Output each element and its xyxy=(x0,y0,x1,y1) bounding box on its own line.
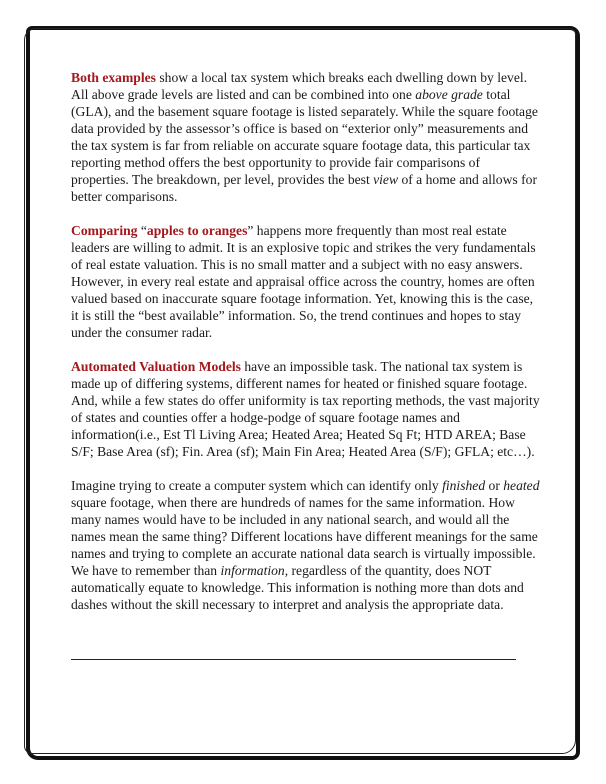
text-segment: square footage, when there are hundreds of names for the same information. How many names would have to be included in any national search, and would all the names mean the same thing? Different locations have different meanings for the same names and trying to complete an accurate national data search is virtually impossible. We have to remember than xyxy=(71,495,538,578)
text-segment: Imagine trying to create a computer system which can identify only xyxy=(71,478,443,493)
paragraph-avm xyxy=(71,358,541,460)
lead-apples-to-oranges: apples to oranges xyxy=(146,223,248,238)
text-segment: ” happens more frequently than most real estate leaders are willing to admit. It is an explosive topic and strikes the very fundamentals of real estate valuation. This is no small matter and a subject with no easy answers. However, in every real estate and appraisal office across the country, homes are often valued based on inaccurate square footage information. Yet, knowing this is the case, it is still the “best available” information. So, the trend continues and hopes to stay under the consumer radar. xyxy=(71,223,536,340)
italic-finished: finished xyxy=(442,478,486,493)
text-segment: or xyxy=(485,478,504,493)
paragraph-both-examples xyxy=(71,69,541,205)
italic-information: information xyxy=(220,563,285,578)
paragraph-comparing xyxy=(71,222,541,341)
lead-both-examples: Both examples xyxy=(71,70,156,85)
article-body xyxy=(71,69,541,630)
footnote-separator-line xyxy=(71,659,516,660)
text-segment: , regardless of the quantity, does NOT automatically equate to knowledge. This information is nothing more than dots and dashes without the skill necessary to interpret and analysis the appropriate data. xyxy=(71,563,524,612)
paragraph-imagine xyxy=(71,477,541,613)
text-segment: “ xyxy=(137,223,147,238)
lead-automated-valuation-models: Automated Valuation Models xyxy=(71,359,241,374)
italic-view: view xyxy=(373,172,399,187)
text-segment: show a local tax system which breaks each dwelling down by level. All above grade levels are listed and can be combined into one xyxy=(71,70,528,102)
lead-comparing: Comparing xyxy=(71,223,138,238)
italic-heated: heated xyxy=(503,478,540,493)
text-segment: have an impossible task. The national tax system is made up of differing systems, different names for heated or finished square footage. And, while a few states do offer uniformity is tax reporting methods, the vast majority of states and counties offer a hodge-podge of square footage names and information(i.e., Est Tl Living Area; Heated Area; Heated Sq Ft; HTD AREA; Base S/F; Base Area (sf); Fin. Area (sf); Main Fin Area; Heated Area (S/F); GFLA; etc…). xyxy=(71,359,540,459)
italic-above-grade: above grade xyxy=(415,87,483,102)
text-segment: total (GLA), and the basement square footage is listed separately. While the square footage data provided by the assessor’s office is based on “exterior only” measurements and the tax system is far from reliable on accurate square footage data, this particular tax reporting method offers the best opportunity to provide fair comparisons of properties. The breakdown, per level, provides the best xyxy=(71,87,538,187)
text-segment: of a home and allows for better comparisons. xyxy=(71,172,537,204)
